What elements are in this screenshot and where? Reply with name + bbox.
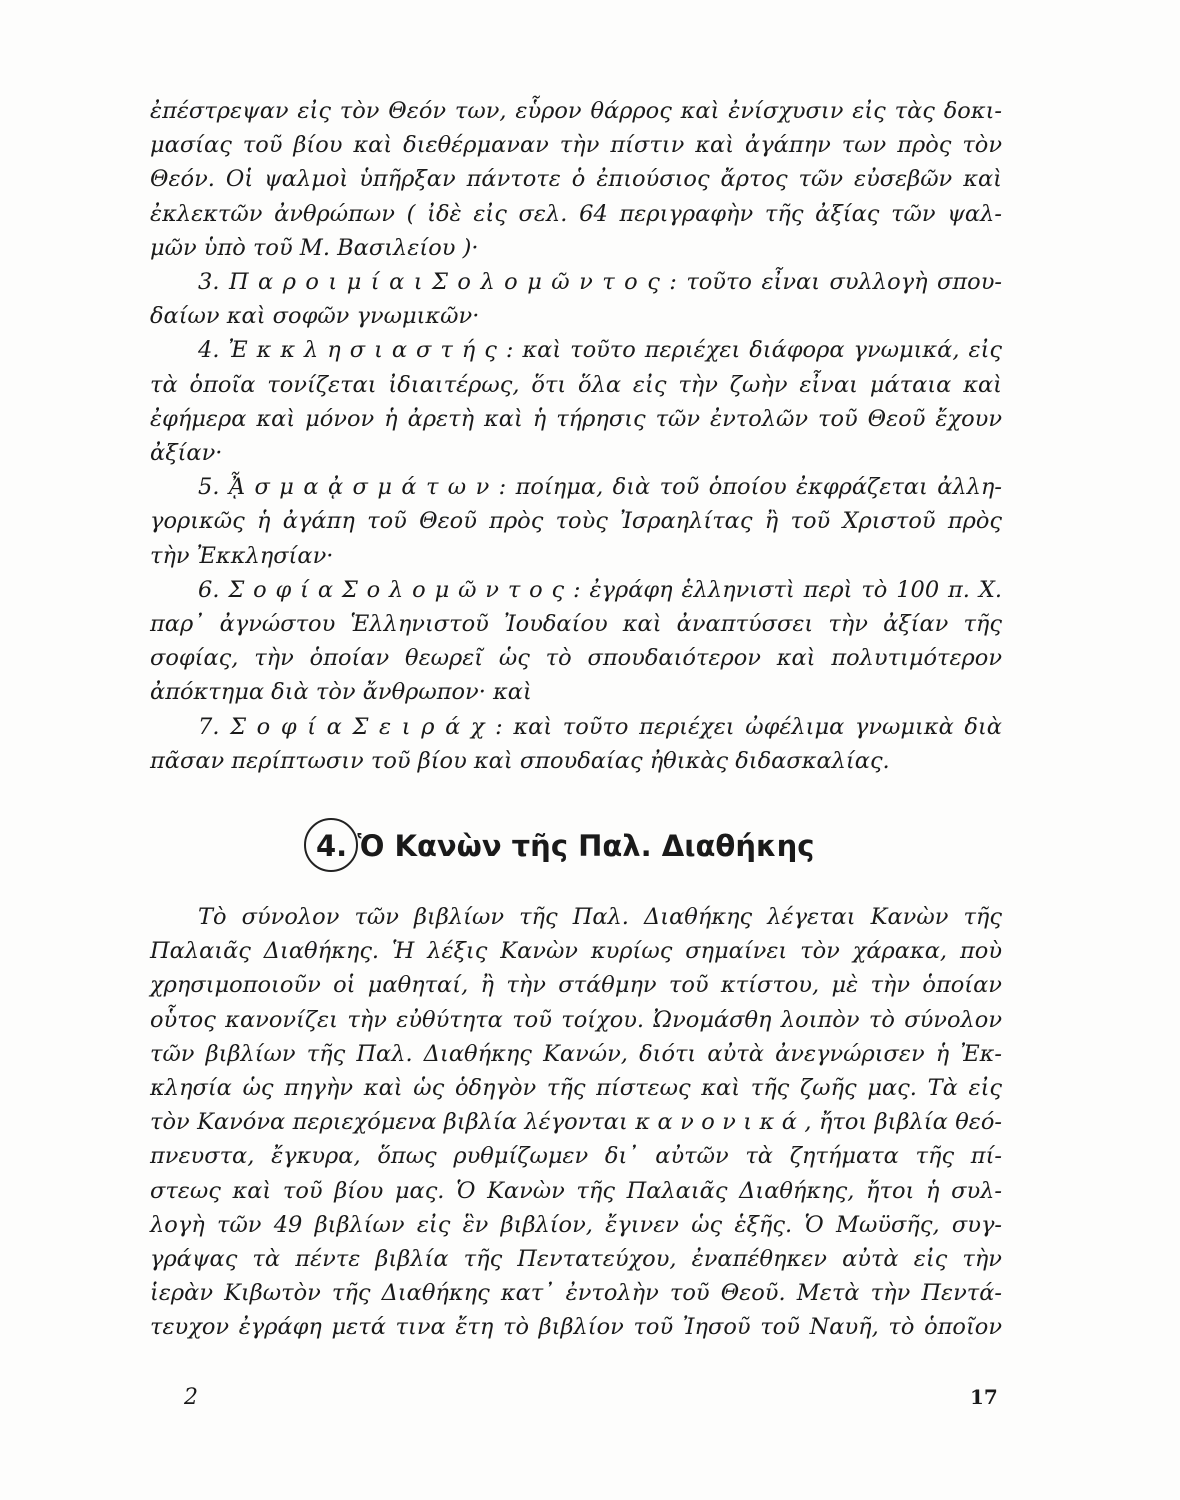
text-line: μασίας τοῦ βίου καὶ διεθέρμαναν τὴν πίστιν καὶ ἀγάπην των πρὸς τὸν [150,132,1002,159]
text-line: ἀπόκτημα διὰ τὸν ἄνθρωπον· καὶ [150,679,532,706]
text-line: ἀξίαν· [150,440,223,467]
text-line: γορικῶς ἡ ἀγάπη τοῦ Θεοῦ πρὸς τοὺς Ἰσραηλίτας ἢ τοῦ Χριστοῦ πρὸς [150,508,1002,535]
text-line: κλησία ὡς πηγὴν καὶ ὡς ὁδηγὸν τῆς πίστεως καὶ τῆς ζωῆς μας. Τὰ εἰς [150,1075,1002,1102]
text-line: τευχον ἐγράφη μετά τινα ἔτη τὸ βιβλίον τοῦ Ἰησοῦ τοῦ Ναυῆ, τὸ ὁποῖον [150,1314,1002,1341]
text-line: πνευστα, ἔγκυρα, ὅπως ρυθμίζωμεν δι᾿ αὐτῶν τὰ ζητήματα τῆς πί- [150,1143,1002,1170]
text-line: 6. Σ ο φ ί α Σ ο λ ο μ ῶ ν τ ο ς : ἐγράφη ἑλληνιστὶ περὶ τὸ 100 π. Χ. [198,576,1002,603]
text-line: τὸν Κανόνα περιεχόμενα βιβλία λέγονται κ α ν ο ν ι κ ά , ἤτοι βιβλία θεό- [150,1109,1002,1136]
section-number [316,826,347,866]
text-line: τὴν Ἐκκλησίαν· [150,542,334,569]
signature-mark: 2 [184,1385,198,1410]
text-line: λογὴ τῶν 49 βιβλίων εἰς ἓν βιβλίον, ἔγινεν ὡς ἑξῆς. Ὁ Μωϋσῆς, συγ- [150,1211,1002,1238]
text-line: ἐφήμερα καὶ μόνον ἡ ἀρετὴ καὶ ἡ τήρησις τῶν ἐντολῶν τοῦ Θεοῦ ἔχουν [150,405,1002,432]
text-line: ἐκλεκτῶν ἀνθρώπων ( ἰδὲ εἰς σελ. 64 περιγραφὴν τῆς ἀξίας τῶν ψαλ- [150,200,1002,227]
text-line: ἐπέστρεψαν εἰς τὸν Θεόν των, εὗρον θάρρος καὶ ἐνίσχυσιν εἰς τὰς δοκι- [150,98,1002,124]
text-line: στεως καὶ τοῦ βίου μας. Ὁ Κανὼν τῆς Παλαιᾶς Διαθήκης, ἤτοι ἡ συλ- [150,1177,1002,1204]
text-line: χρησιμοποιοῦν οἱ μαθηταί, ἢ τὴν στάθμην τοῦ κτίστου, μὲ τὴν ὁποίαν [150,972,1002,999]
text-line: Παλαιᾶς Διαθήκης. Ἡ λέξις Κανὼν κυρίως σημαίνει τὸν χάρακα, ποὺ [150,938,1002,965]
text-line: σοφίας, τὴν ὁποίαν θεωρεῖ ὡς τὸ σπουδαιότερον καὶ πολυτιμότερον [150,645,1002,672]
section-heading [316,826,876,866]
text-line: δαίων καὶ σοφῶν γνωμικῶν· [150,303,480,330]
text-line: 4. Ἐ κ κ λ η σ ι α σ τ ή ς : καὶ τοῦτο περιέχει διάφορα γνωμικά, εἰς [198,337,1002,364]
text-line: πᾶσαν περίπτωσιν τοῦ βίου καὶ σπουδαίας ἠθικὰς διδασκαλίας. [150,747,890,774]
text-line: γράψας τὰ πέντε βιβλία τῆς Πεντατεύχου, ἐναπέθηκεν αὐτὰ εἰς τὴν [150,1246,1002,1273]
text-line: μῶν ὑπὸ τοῦ Μ. Βασιλείου )· [150,234,479,261]
handwritten-circle-mark [304,818,358,872]
section-text-block [150,900,1002,1345]
page-number: 17 [970,1385,998,1409]
text-line: 7. Σ ο φ ί α Σ ε ι ρ ά χ : καὶ τοῦτο περιέχει ὠφέλιμα γνωμικὰ διὰ [198,713,1002,740]
text-line: οὗτος κανονίζει τὴν εὐθύτητα τοῦ τοίχου. Ὠνομάσθη λοιπὸν τὸ σύνολον [150,1006,1002,1033]
section-number-text: 4. [316,829,348,863]
text-line: ἱερὰν Κιβωτὸν τῆς Διαθήκης κατ᾿ ἐντολὴν τοῦ Θεοῦ. Μετὰ τὴν Πεντά- [150,1280,1002,1307]
text-line: τὰ ὁποῖα τονίζεται ἰδιαιτέρως, ὅτι ὅλα εἰς τὴν ζωὴν εἶναι μάταια καὶ [150,371,1002,398]
text-line: παρ᾿ ἀγνώστου Ἑλληνιστοῦ Ἰουδαίου καὶ ἀναπτύσσει τὴν ἀξίαν τῆς [150,611,1002,638]
intro-text-block [150,94,1002,778]
text-line: 3. Π α ρ ο ι μ ί α ι Σ ο λ ο μ ῶ ν τ ο ς : τοῦτο εἶναι συλλογὴ σπου- [198,269,1002,296]
text-line: Θεόν. Οἱ ψαλμοὶ ὑπῆρξαν πάντοτε ὁ ἐπιούσιος ἄρτος τῶν εὐσεβῶν καὶ [150,166,1002,193]
section-title: Ὁ Κανὼν τῆς Παλ. Διαθήκης [357,829,815,863]
text-line: 5. ᾎ σ μ α ᾀ σ μ ά τ ω ν : ποίημα, διὰ τοῦ ὁποίου ἐκφράζεται ἀλλη- [198,474,1002,501]
text-line: τῶν βιβλίων τῆς Παλ. Διαθήκης Κανών, διότι αὐτὰ ἀνεγνώρισεν ἡ Ἐκ- [150,1040,1002,1067]
text-line: Τὸ σύνολον τῶν βιβλίων τῆς Παλ. Διαθήκης λέγεται Κανὼν τῆς [198,904,1002,930]
